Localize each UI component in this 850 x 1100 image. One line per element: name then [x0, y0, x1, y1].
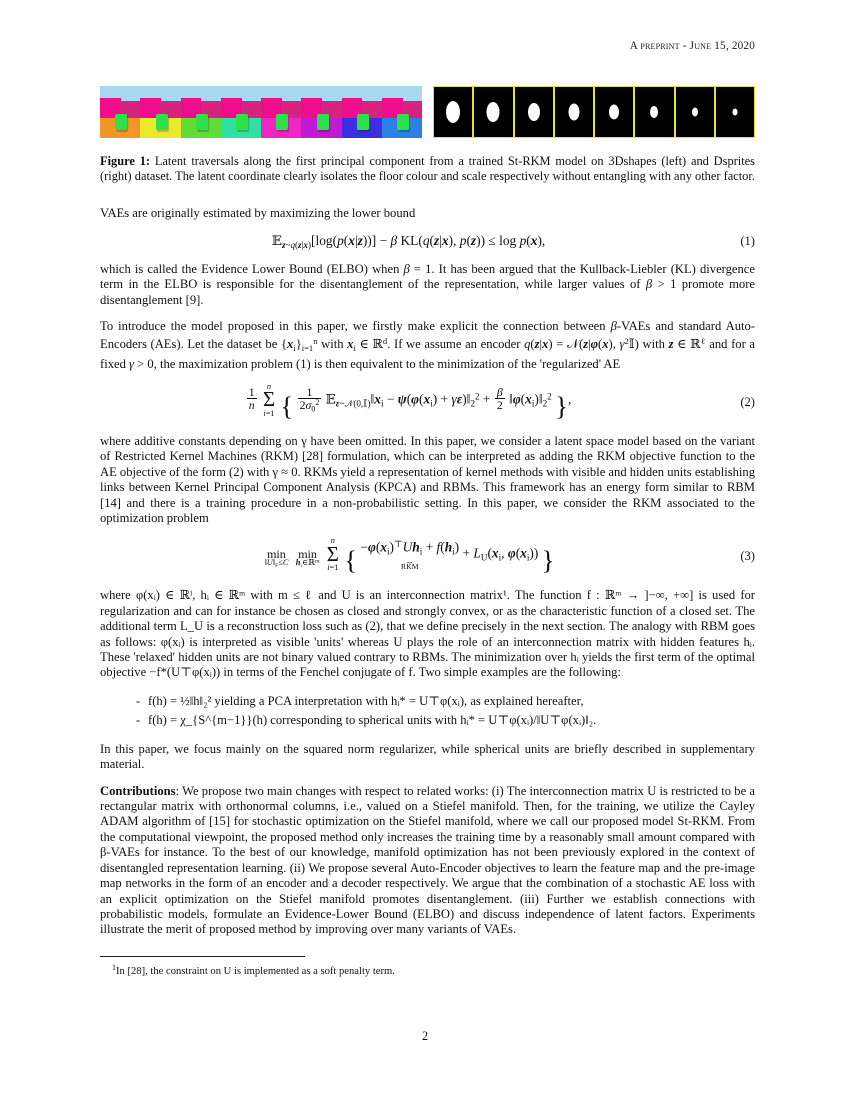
model-intro-b: -VAEs and standard Auto-Encoders (AEs). Let the dataset be: [100, 318, 755, 352]
ellipse-shape: [568, 104, 579, 121]
dsprites-traversal-cell: [715, 86, 755, 138]
dsprites-traversal-cell: [554, 86, 594, 138]
shapes3d-traversal-cell: [382, 86, 422, 138]
model-intro-f: and for a fixed: [100, 337, 756, 371]
cube-object: [236, 114, 248, 130]
figure-image-row: [100, 86, 755, 138]
dsprites-traversal-cell: [675, 86, 715, 138]
equation-3-number: (3): [740, 549, 755, 564]
equation-3-underbrace: $-\varphi(x_i)^⊤Uh_i + f(h_i)$ ⏟ RKM: [360, 538, 460, 572]
equation-3-underbrace-label: RKM: [400, 562, 419, 572]
examples-list: [100, 692, 755, 730]
list-item: - f(h) = ½‖h‖₂² yielding a PCA interpretation with hᵢ* = U⊤φ(xᵢ), as explained hereafter,: [136, 692, 755, 711]
equation-2: [100, 383, 755, 422]
model-intro-a: To introduce the model proposed in this paper, we firstly make explicit the connection between: [100, 318, 611, 333]
shapes3d-traversal-cell: [140, 86, 180, 138]
shapes3d-traversal-cell: [342, 86, 382, 138]
paragraph-rkm-definitions: where φ(xᵢ) ∈ ℝˡ, hᵢ ∈ ℝᵐ with m ≤ ℓ and U is an interconnection matrix¹. The function f : ℝᵐ → ]−∞, +∞] is used for regularization and can for instance be chosen as closed and strongly convex, or as the characteristic function of a closed set. The additional term L_U is a reconstruction loss such as (2), that we define precisely in the next section. The analogy with RBM goes as follows: φ(xᵢ) is interpreted as visible 'units' whereas U plays the role of an interconnection matrix with hidden features hᵢ. These 'relaxed' hidden units are not binary valued contrary to RBMs. The minimization over hᵢ yields the first term of the optimal objective −f*(U⊤φ(xᵢ)) in terms of the Fenchel conjugate of f. Two simple examples are the following:: [100, 588, 755, 680]
cube-object: [397, 114, 409, 130]
paragraph-lower-bound-intro: VAEs are originally estimated by maximizing the lower bound: [100, 206, 416, 221]
dsprites-traversal-strip: [433, 86, 755, 138]
equation-1-number: (1): [740, 233, 755, 248]
page-content: [100, 40, 755, 978]
ellipse-shape: [692, 108, 698, 117]
page-number: 2: [421, 1029, 429, 1043]
footnote-text: In [28], the constraint on U is implemented as a soft penalty term.: [116, 965, 395, 977]
shapes3d-traversal-cell: [301, 86, 341, 138]
shapes3d-traversal-cell: [261, 86, 301, 138]
paragraph-focus-note: In this paper, we focus mainly on the squared norm regularizer, while spherical units are briefly described in supplementary material.: [100, 741, 755, 772]
list-item: - f(h) = χ_{S^{m−1}}(h) corresponding to spherical units with hᵢ* = U⊤φ(xᵢ)/‖U⊤φ(xᵢ)‖₂.: [136, 711, 755, 730]
elbo-text-a: which is called the Evidence Lower Bound (ELBO) when: [100, 261, 404, 276]
elbo-text-c: > 1 promote more disentanglement [9].: [100, 277, 755, 307]
cube-object: [115, 114, 127, 130]
ellipse-shape: [528, 103, 540, 121]
running-header: A preprint - June 15, 2020: [629, 40, 755, 52]
figure-caption-label: Figure 1:: [100, 154, 151, 168]
ellipse-shape: [446, 101, 460, 123]
model-intro-e: with: [638, 337, 669, 352]
cube-object: [276, 114, 288, 130]
shapes3d-traversal-cell: [100, 86, 140, 138]
dsprites-traversal-cell: [473, 86, 513, 138]
ellipse-shape: [487, 102, 500, 122]
equation-3-body: min $‖U‖_F\le C$ min $h_i\in ℝ^m$ n Σ i=1 { $-\varphi(x_i)^⊤Uh_i + f(h_i)$ ⏟ RKM + $L_U(x_i$, $\varphi(x_i)$) }: [264, 536, 555, 576]
cube-object: [156, 114, 168, 130]
cube-object: [317, 114, 329, 130]
equation-1-body: 𝔼$_{z\sim q(z|x)}$[log(p(x|z))] − β KL(q(z|x), p(z)) ≤ log p(x),: [271, 232, 546, 250]
footnote-rule: [100, 956, 305, 957]
dsprites-traversal-cell: [594, 86, 634, 138]
equation-1: [100, 233, 755, 250]
paragraph-contributions: [100, 784, 755, 938]
ellipse-shape: [650, 106, 658, 118]
paragraph-rkm-background: where additive constants depending on γ have been omitted. In this paper, we consider a latent space model based on the variant of Restricted Kernel Machines (RKM) [28] formulation, which can be interpreted as adding the RKM objective function to the AE objective of the form (2) with γ ≈ 0. RKMs yield a representation of kernel methods with visible and hidden units establishing links between Kernel Principal Component Analysis (KPCA) and RBMs. This framework has an energy form similar to RBM [14] and there is a training procedure in a non-probabilistic setting. In this paper, we consider the RKM associated to the optimization problem: [100, 433, 755, 526]
shapes3d-traversal-cell: [221, 86, 261, 138]
dsprites-traversal-cell: [634, 86, 674, 138]
model-intro-g: > 0, the maximization problem (1) is then equivalent to the minimization of the 'regularized' AE: [134, 356, 621, 371]
equation-3: [100, 537, 755, 576]
equation-2-body: $\frac{1}{n}$ n Σ i=1 { $\frac{1}{2\sigma_0^2}$ $𝔼_{\varepsilon\sim 𝒩(0,𝕀)}‖x_i - \psi(\varphi(x_i)$ + $\gamma\varepsilon)‖_2^2$ + $\frac{\beta}{2}$ $‖\varphi(x_i)‖_2^2$ },: [248, 382, 572, 421]
footnote: [100, 961, 755, 978]
dsprites-traversal-cell: [514, 86, 554, 138]
cube-object: [196, 114, 208, 130]
elbo-text-b: = 1. It has been argued that the Kullback-Liebler (KL) divergence term in the ELBO is responsible for the disentanglement of the representation, while larger values of: [100, 261, 755, 292]
model-intro-c: with: [317, 337, 348, 352]
paragraph-elbo-explanation: which is called the Evidence Lower Bound (ELBO) when β = 1. It has been argued that the Kullback-Liebler (KL) divergence term in the ELBO is responsible for the disentanglement of the representation, while larger values of β > 1 promote more disentanglement [9].: [100, 261, 755, 307]
shapes3d-traversal-cell: [181, 86, 221, 138]
ellipse-shape: [732, 109, 737, 116]
footnote-marker: 1: [112, 962, 116, 972]
shapes3d-traversal-strip: [100, 86, 422, 138]
ellipse-shape: [609, 105, 619, 120]
equation-2-number: (2): [740, 394, 755, 409]
paragraph-model-intro: To introduce the model proposed in this paper, we firstly make explicit the connection between β-VAEs and standard Auto-Encoders (AEs). Let the dataset be $\{x_i\}_{i=1}^n$ with $x_i$ ∈ ℝ$^d$. If we assume an encoder q(z|x) = 𝒩(z|φ(x), $\gamma^2𝕀$) with z ∈ ℝ$^\ell$ and for a fixed γ > 0, the maximization problem (1) is then equivalent to the minimization of the 'regularized' AE: [100, 318, 756, 371]
figure-caption-text: Latent traversals along the first principal component from a trained St-RKM model on 3Dshapes (left) and Dsprites (right) dataset. The latent coordinate clearly isolates the floor colour and scale respectively without entangling with any other factor.: [100, 154, 755, 184]
contributions-text: : We propose two main changes with respect to related works: (i) The interconnection matrix U is restricted to be a rectangular matrix with orthonormal columns, i.e., valued on a Stiefel manifold. Then, for the training, we utilize the Cayley ADAM algorithm of [15] for stochastic optimization on the Stiefel manifold, where we call our proposed model St-RKM. From the computational viewpoint, the proposed method only increases the training time by a reasonably small amount compared with β-VAEs for instance. To the best of our knowledge, manifold optimization has not been previously explored in the context of disentangled representation learning. (ii) We propose several Auto-Encoder objectives to learn the feature map and the pre-image map networks in the form of an encoder and a decoder respectively. We argue that the combination of a stochastic AE loss with an explicit optimization on the Stiefel manifold promotes disentanglement. (iii) Further we establish connections with probabilistic models, formulate an Evidence-Lower Bound (ELBO) and discuss independence of latent factors. Experiments illustrate the merit of proposed method by improving over many variants of VAEs.: [100, 783, 755, 937]
contributions-label: Contributions: [100, 783, 176, 798]
cube-object: [357, 114, 369, 130]
dsprites-traversal-cell: [433, 86, 473, 138]
model-intro-d: . If we assume an encoder: [387, 337, 525, 352]
figure-caption: [100, 154, 755, 184]
